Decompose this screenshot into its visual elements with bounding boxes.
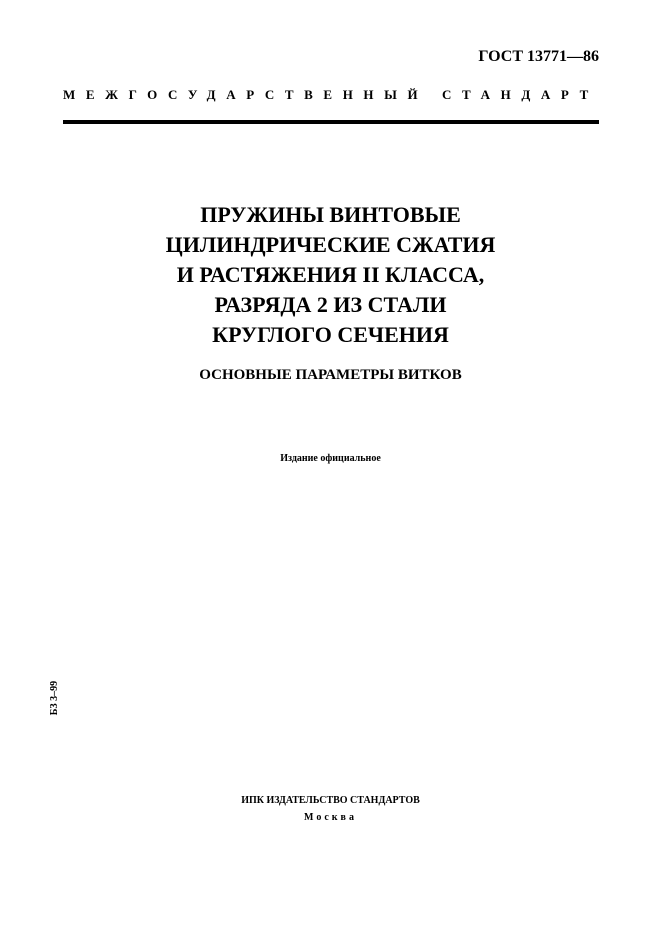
title-line: ЦИЛИНДРИЧЕСКИЕ СЖАТИЯ [165,232,496,257]
standard-type-heading: МЕЖГОСУДАРСТВЕННЫЙ СТАНДАРТ [63,87,599,102]
title-line: РАЗРЯДА 2 ИЗ СТАЛИ [214,292,447,317]
document-number: ГОСТ 13771—86 [478,48,599,65]
title-line: КРУГЛОГО СЕЧЕНИЯ [212,322,449,347]
publisher-city: Москва [304,812,357,823]
title-line: ПРУЖИНЫ ВИНТОВЫЕ [200,202,461,227]
header-divider [63,120,599,124]
edition-note: Издание официальное [280,453,381,464]
title-line: И РАСТЯЖЕНИЯ II КЛАССА, [176,262,485,287]
side-code: БЗ 3–99 [49,680,60,716]
document-subtitle: ОСНОВНЫЕ ПАРАМЕТРЫ ВИТКОВ [199,367,462,383]
publisher-name: ИПК ИЗДАТЕЛЬСТВО СТАНДАРТОВ [241,795,420,806]
document-title [0,200,661,350]
